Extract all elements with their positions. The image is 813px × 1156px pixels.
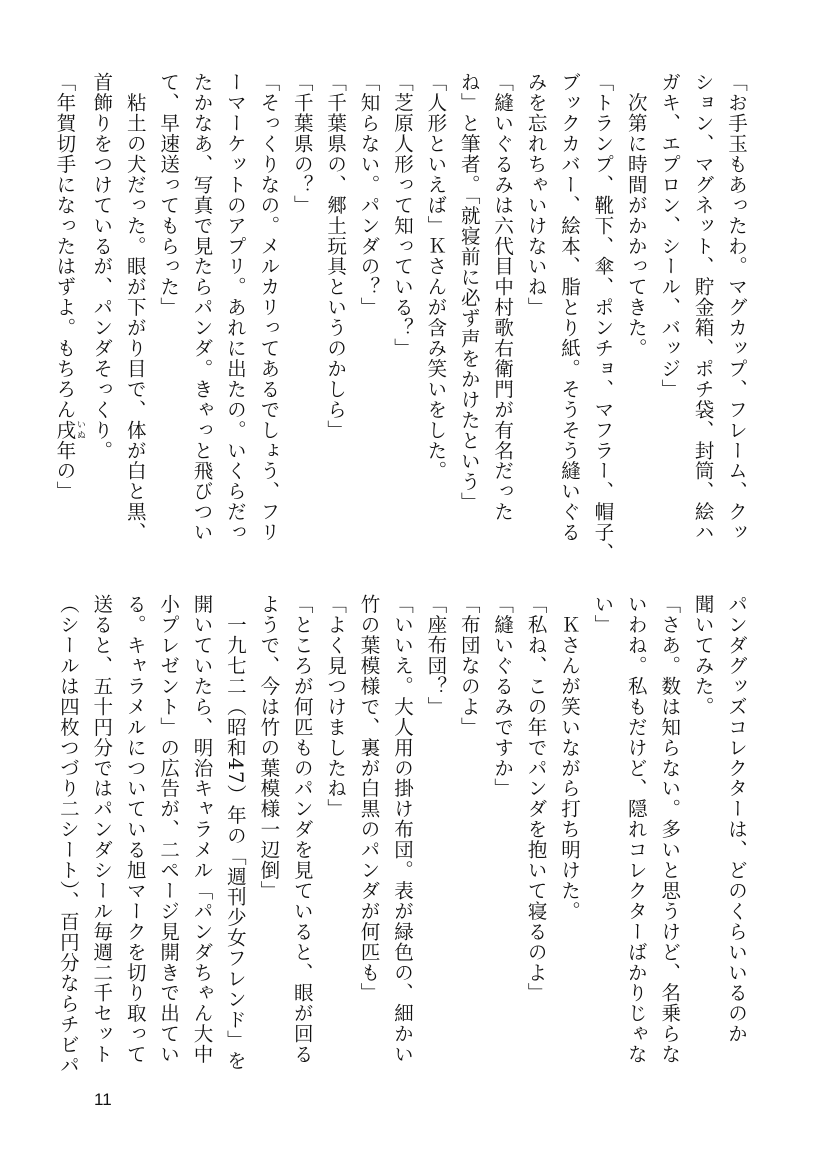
- text-line: 「縫いぐるみは六代目中村歌右衛門が有名だった: [491, 72, 515, 522]
- text-line: 「よく見つけましたね」: [324, 594, 348, 819]
- text-line: い」: [591, 594, 615, 635]
- text-line: 「そっくりなの。メルカリってあるでしょう、フリ: [257, 72, 281, 543]
- text-line: いわね。私もだけど、隠れコレクターばかりじゃな: [624, 594, 648, 1065]
- text-line: 粘土の犬だった。眼が下がり目で、体が白と黒、: [123, 72, 147, 543]
- lower-text-block: [53, 594, 753, 1088]
- text-line: 送ると、五十円分ではパンダシール毎週二千セット: [90, 594, 114, 1065]
- text-line: 「知らない。パンダの？」: [357, 72, 381, 318]
- text-line: ね」と筆者。「就寝前に必ず声をかけたという」: [457, 72, 481, 513]
- text-line: ブックカバー、絵本、脂とり紙。そうそう縫いぐる: [557, 72, 581, 543]
- text-line: 「いいえ。大人用の掛け布団。表が緑色の、細かい: [390, 594, 414, 1065]
- text-line: 開いていたら、明治キャラメル「パンダちゃん大中: [190, 594, 214, 1065]
- text-line: る。キャラメルについている旭マークを切り取って: [123, 594, 147, 1065]
- text-line: Ｋさんが笑いながら打ち明けた。: [557, 594, 581, 922]
- text-line: 「トランプ、靴下、傘、ポンチョ、マフラー、帽子、: [591, 72, 615, 563]
- ruby-reading: いぬ: [74, 419, 85, 441]
- text-line: 「私ね、この年でパンダを抱いて寝るのよ」: [524, 594, 548, 1003]
- text-line: 「座布団？」: [424, 594, 448, 717]
- text-line: ーマーケットのアプリ。あれに出たの。いくらだっ: [223, 72, 247, 543]
- text-line: 小プレゼント」の広告が、二ページ見開きで出てい: [157, 594, 181, 1065]
- text-line: たかなあ、写真で見たらパンダ。きゃっと飛びつい: [190, 72, 214, 543]
- text-line: ガキ、エプロン、シール、バッジ」: [658, 72, 682, 400]
- text-line: パンダグッズコレクターは、どのくらいいるのか: [725, 594, 748, 1044]
- text-line: 「お手玉もあったわ。マグカップ、フレーム、クッ: [725, 72, 748, 543]
- text-line: 「千葉県の？」: [290, 72, 314, 216]
- text-line: 次第に時間がかかってきた。: [624, 72, 648, 359]
- text-line: 「布団なのよ」: [457, 594, 481, 738]
- text-line: 一九七二（昭和47）年の「週刊少女フレンド」を: [223, 594, 247, 1071]
- text-line: みを忘れちゃいけないね」: [524, 72, 548, 318]
- text-line: ション、マグネット、貯金箱、ポチ袋、封筒、絵ハ: [691, 72, 715, 543]
- text-line: 聞いてみた。: [691, 594, 715, 717]
- text-line: 「縫いぐるみですか」: [491, 594, 515, 799]
- text-line: 首飾りをつけているが、パンダそっくり。: [90, 72, 114, 461]
- text-line: 「さあ。数は知らない。多いと思うけど、名乗らな: [658, 594, 682, 1065]
- text-line: （シールは四枚つづり二シート）、百円分ならチビパ: [56, 594, 80, 1076]
- text-line: 「ところが何匹ものパンダを見ていると、眼が回る: [290, 594, 314, 1065]
- text-line: 竹の葉模様で、裏が白黒のパンダが何匹も」: [357, 594, 381, 1003]
- text-line: 「年賀切手になったはずよ。もちろん戌いぬ年の」: [53, 72, 85, 502]
- page-number: 11: [94, 1090, 112, 1109]
- text-line: 「人形といえば」Ｋさんが含み笑いをした。: [424, 72, 448, 481]
- text-line: て、早速送ってもらった」: [157, 72, 181, 318]
- text-line: ようで、今は竹の葉模様一辺倒」: [257, 594, 281, 901]
- upper-text-block: [53, 72, 753, 566]
- text-line: 「千葉県の、郷土玩具というのかしら」: [324, 72, 348, 441]
- text-line: 「芝原人形って知っている？」: [390, 72, 414, 359]
- ruby-annotation: 戌いぬ: [53, 419, 85, 441]
